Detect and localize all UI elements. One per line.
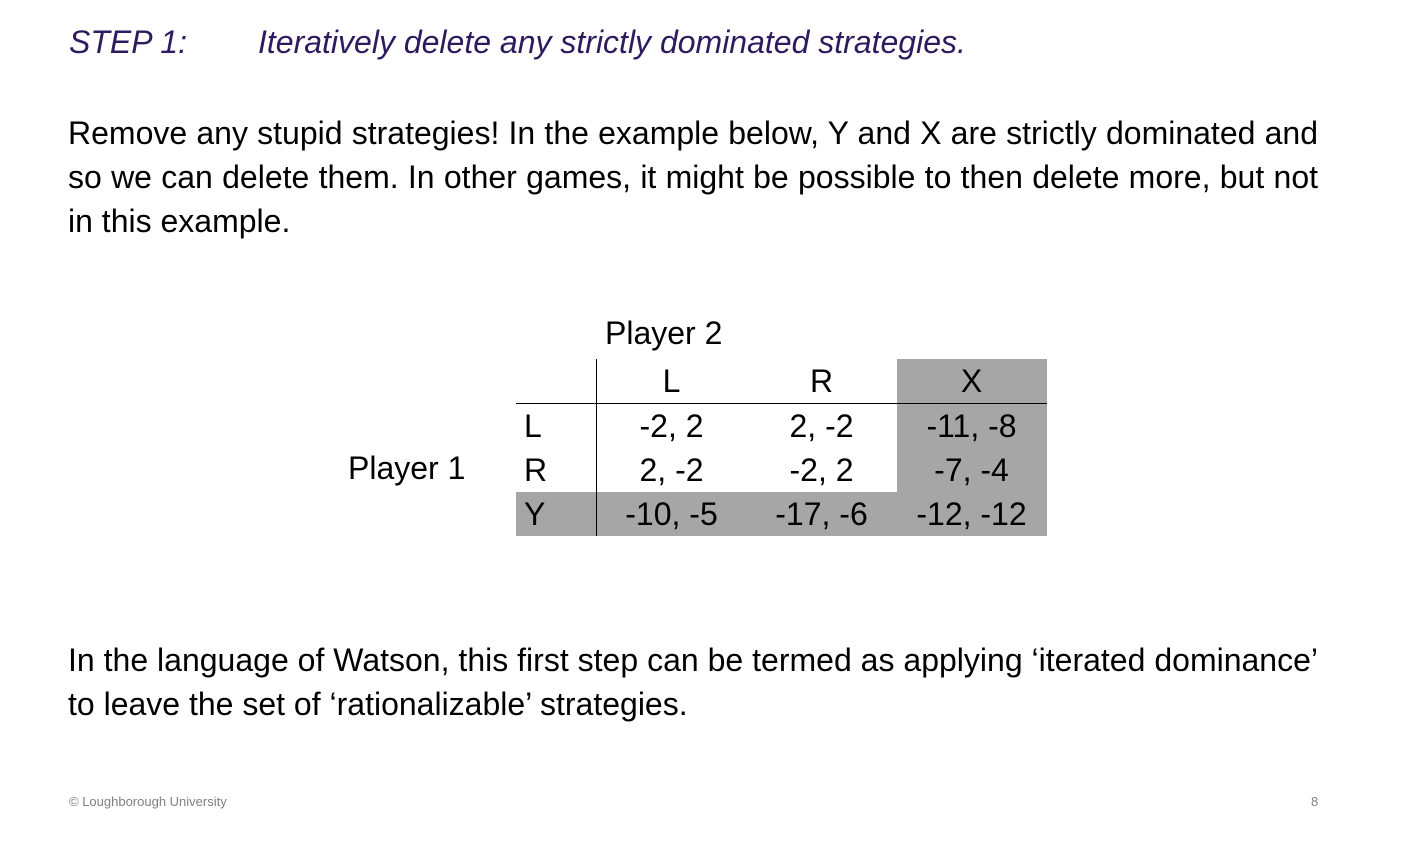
table-row [516,448,1047,492]
row-label-R: R [516,448,596,492]
row-label-L: L [516,404,596,449]
payoff-cell: 2, -2 [789,408,854,444]
payoff-matrix [516,359,1047,536]
column-header-L: L [596,359,747,404]
column-header-row [516,359,1047,404]
payoff-cell: -11, -8 [897,404,1047,449]
conclusion-paragraph: In the language of Watson, this first step can be termed as applying ‘iterated dominance’ to leave the set of ‘rationalizable’ strategies. [68,642,1318,722]
player2-label: Player 2 [605,315,723,351]
payoff-cell: -7, -4 [897,448,1047,492]
player1-label: Player 1 [348,450,466,486]
corner-cell [516,359,596,404]
step-label: STEP 1: [69,24,187,60]
copyright-footer: © Loughborough University [69,794,227,809]
table-row [516,492,1047,536]
payoff-cell: 2, -2 [639,452,704,488]
step-description: Iteratively delete any strictly dominated strategies. [258,24,966,60]
table-row [516,404,1047,449]
row-label-Y: Y [516,492,596,536]
page-number: 8 [1311,794,1319,809]
payoff-cell: -17, -6 [747,492,897,536]
payoff-cell: -2, 2 [639,408,704,444]
payoff-cell: -12, -12 [897,492,1047,536]
column-header-R: R [747,359,897,404]
payoff-cell: -2, 2 [789,452,854,488]
intro-paragraph: Remove any stupid strategies! In the example below, Y and X are strictly dominated and so we can delete them. In other games, it might be possible to then delete more, but not in this example. [68,115,1318,239]
column-header-X: X [897,359,1047,404]
payoff-cell: -10, -5 [596,492,747,536]
slide-title [69,24,966,61]
